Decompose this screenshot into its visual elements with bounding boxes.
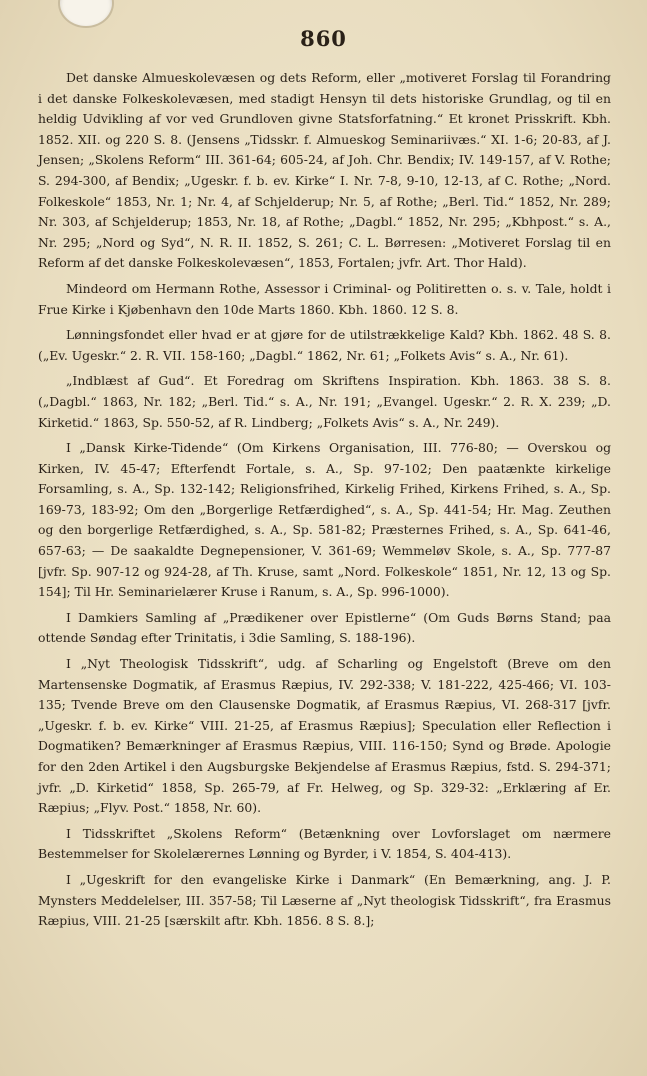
bibliography-entry: I „Nyt Theologisk Tidsskrift“, udg. af Scharling og Engelstoft (Breve om den Martensenske Dogmatik, af Erasmus Ræpius, IV. 292-338; V. 181-222, 425-466; VI. 103-135; Tvende Breve om den Clausenske Dogmatik, af Erasmus Ræpius, VI. 268-317 [jvfr. „Ugeskr. f. b. ev. Kirke“ VIII. 21-25, af Erasmus Ræpius]; Speculation eller Reflection i Dogmatiken? Bemærkninger af Erasmus Ræpius, VIII. 116-150; Synd og Brøde. Apologie for den 2den Artikel i den Augsburgske Bekjendelse af Erasmus Ræpius, fstd. S. 294-371; jvfr. „D. Kirketid“ 1858, Sp. 265-79, af Fr. Helweg, og Sp. 329-32: „Erklæring af Er. Ræpius; „Flyv. Post.“ 1858, Nr. 60). [38, 656, 611, 816]
bibliography-entry: I „Ugeskrift for den evangeliske Kirke i Danmark“ (En Bemærkning, ang. J. P. Mynsters Meddelelser, III. 357-58; Til Læserne af „Nyt theologisk Tidsskrift“, fra Erasmus Ræpius, VIII. 21-25 [særskilt aftr. Kbh. 1856. 8 S. 8.]; [38, 871, 611, 929]
bibliography-entry: „Indblæst af Gud“. Et Foredrag om Skriftens Inspiration. Kbh. 1863. 38 S. 8. („Dagbl.“ 1863, Nr. 182; „Berl. Tid.“ s. A., Nr. 191; „Evangel. Ugeskr.“ 2. R. X. 239; „D. Kirketid.“ 1863, Sp. 550-52, af R. Lindberg; „Folkets Avis“ s. A., Nr. 249). [38, 373, 611, 430]
bibliography-text [38, 68, 611, 932]
bibliography-entry: I Damkiers Samling af „Prædikener over Epistlerne“ (Om Guds Børns Stand; paa ottende Søndag efter Trinitatis, i 3die Samling, S. 188-196). [38, 609, 611, 646]
bibliography-entry: I „Dansk Kirke-Tidende“ (Om Kirkens Organisation, III. 776-80; — Overskou og Kirken, IV. 45-47; Efterfendt Fortale, s. A., Sp. 97-102; Den paatænkte kirkelige Forsamling, s. A., Sp. 132-142; Religionsfrihed, Kirkelig Frihed, Kirkens Frihed, s. A., Sp. 169-73, 183-92; Om den „Borgerlige Retfærdighed“, s. A., Sp. 441-54; Hr. Mag. Zeuthen og den borgerlige Retfærdighed, s. A., Sp. 581-82; Præsternes Frihed, s. A., Sp. 641-46, 657-63; — De saakaldte Degnepensioner, V. 361-69; Wemmeløv Skole, s. A., Sp. 777-87 [jvfr. Sp. 907-12 og 924-28, af Th. Kruse, samt „Nord. Folkeskole“ 1851, Nr. 12, 13 og Sp. 154]; Til Hr. Seminarielærer Kruse i Ranum, s. A., Sp. 996-1000). [38, 440, 611, 600]
page-hole-decoration [58, 0, 114, 28]
bibliography-entry: Mindeord om Hermann Rothe, Assessor i Criminal- og Politiretten o. s. v. Tale, holdt i Frue Kirke i Kjøbenhavn den 10de Marts 1860. Kbh. 1860. 12 S. 8. [38, 280, 611, 317]
bibliography-entry: Lønningsfondet eller hvad er at gjøre for de utilstrækkelige Kald? Kbh. 1862. 48 S. 8. („Ev. Ugeskr.“ 2. R. VII. 158-160; „Dagbl.“ 1862, Nr. 61; „Folkets Avis“ s. A., Nr. 61). [38, 327, 611, 363]
bibliography-entry: Det danske Almueskolevæsen og dets Reform, eller „motiveret Forslag til Forandring i det danske Folkeskolevæsen, med stadigt Hensyn til dets historiske Grundlag, og til en heldig Udvikling af vor ved Grundloven givne Statsforfatning.“ Et kronet Prisskrift. Kbh. 1852. XII. og 220 S. 8. (Jensens „Tidsskr. f. Almueskog Seminariivæs.“ XI. 1-6; 20-83, af J. Jensen; „Skolens Reform“ III. 361-64; 605-24, af Joh. Chr. Bendix; IV. 149-157, af V. Rothe; S. 294-300, af Bendix; „Ugeskr. f. b. ev. Kirke“ I. Nr. 7-8, 9-10, 12-13, af C. Rothe; „Nord. Folkeskole“ 1853, Nr. 1; Nr. 4, af Schjelderup; Nr. 5, af Rothe; „Berl. Tid.“ 1852, Nr. 289; Nr. 303, af Schjelderup; 1853, Nr. 18, af Rothe; „Dagbl.“ 1852, Nr. 295; „Kbhpost.“ s. A., Nr. 295; „Nord og Syd“, N. R. II. 1852, S. 261; C. L. Børresen: „Motiveret Forslag til en Reform af det danske Folkeskolevæsen“, 1853, Fortalen; jvfr. Art. Thor Hald). [38, 70, 611, 271]
page-number: 860 [300, 26, 347, 51]
bibliography-entry: I Tidsskriftet „Skolens Reform“ (Betænkning over Lovforslaget om nærmere Bestemmelser for Skolelærernes Lønning og Byrder, i V. 1854, S. 404-413). [38, 825, 611, 862]
